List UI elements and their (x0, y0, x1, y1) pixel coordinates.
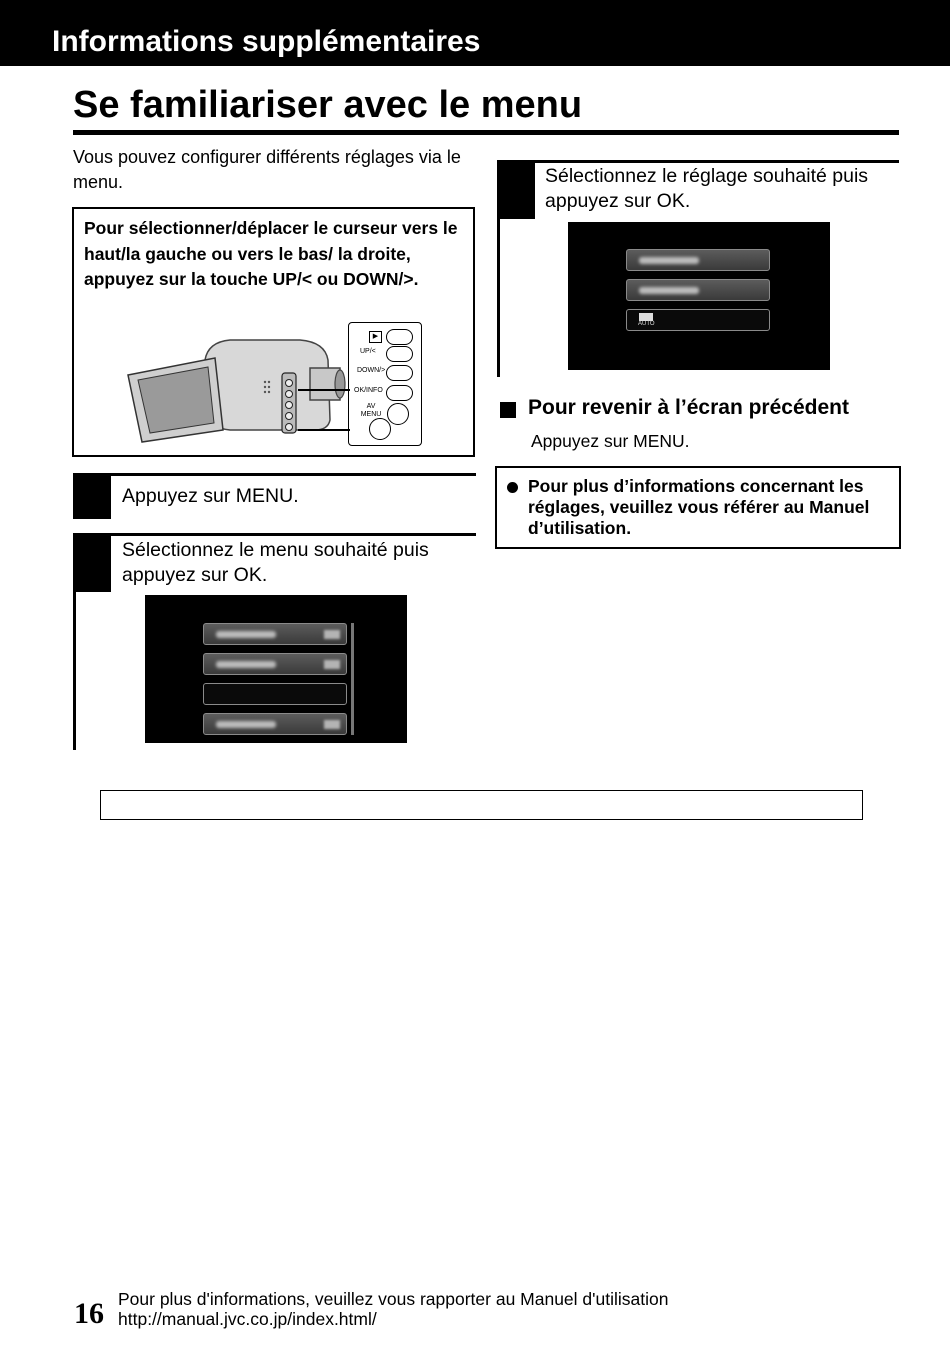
playback-icon: ▶ (369, 331, 382, 343)
step-2-text: Sélectionnez le menu souhaité puis appuyez sur OK. (122, 539, 429, 586)
ok-info-button (386, 385, 413, 401)
back-section-heading: Pour revenir à l’écran précédent (528, 396, 849, 419)
setting-list-item (626, 279, 770, 301)
section-square-icon (500, 402, 516, 418)
step-1-number-block (73, 473, 111, 519)
step-2-number-block (73, 533, 111, 592)
title-divider (73, 130, 899, 135)
bullet-icon (507, 482, 518, 493)
tip-text: Pour sélectionner/déplacer le curseur vers le haut/la gauche ou vers le bas/ la droite, appuyez sur la touche UP/< ou DOWN/>. (84, 218, 458, 289)
intro-paragraph: Vous pouvez configurer différents réglages via le menu. (73, 147, 461, 192)
step-1-text: Appuyez sur MENU. (122, 485, 299, 507)
ok-info-button-label: OK/INFO (354, 387, 383, 394)
page-title: Se familiariser avec le menu (73, 84, 583, 126)
page-number: 16 (74, 1297, 104, 1330)
menu-list-item (203, 713, 347, 735)
av-button (387, 403, 409, 425)
menu-list-item (203, 653, 347, 675)
down-button-label: DOWN/> (357, 367, 386, 374)
setting-list-item-selected (626, 309, 770, 331)
setting-icon (639, 313, 653, 321)
button-panel (348, 322, 422, 446)
playback-button (386, 329, 413, 345)
down-button (386, 365, 413, 381)
scrollbar (351, 623, 354, 735)
menu-list-item (203, 623, 347, 645)
lcd-setting-screen (568, 222, 830, 370)
back-section-body: Appuyez sur MENU. (531, 431, 690, 451)
up-button-label: UP/< (360, 348, 376, 355)
empty-frame (100, 790, 863, 820)
setting-list-item (626, 249, 770, 271)
footer-url: http://manual.jvc.co.jp/index.html/ (118, 1309, 377, 1329)
step-3-number-block (497, 160, 535, 219)
menu-list-item-selected (203, 683, 347, 705)
footer-text: Pour plus d'informations, veuillez vous rapporter au Manuel d'utilisation (118, 1289, 669, 1309)
menu-label: MENU (360, 411, 382, 418)
auto-label: AUTO (638, 321, 655, 327)
up-button (386, 346, 413, 362)
camcorder-illustration (120, 330, 350, 445)
av-label: AV (366, 403, 376, 410)
menu-button (369, 418, 391, 440)
section-header-title: Informations supplémentaires (52, 25, 481, 58)
info-note-text: Pour plus d’informations concernant les réglages, veuillez vous référer au Manuel d’utilisation. (528, 476, 870, 538)
lcd-menu-list-screen (145, 595, 407, 743)
step-3-text: Sélectionnez le réglage souhaité puis appuyez sur OK. (545, 165, 869, 212)
